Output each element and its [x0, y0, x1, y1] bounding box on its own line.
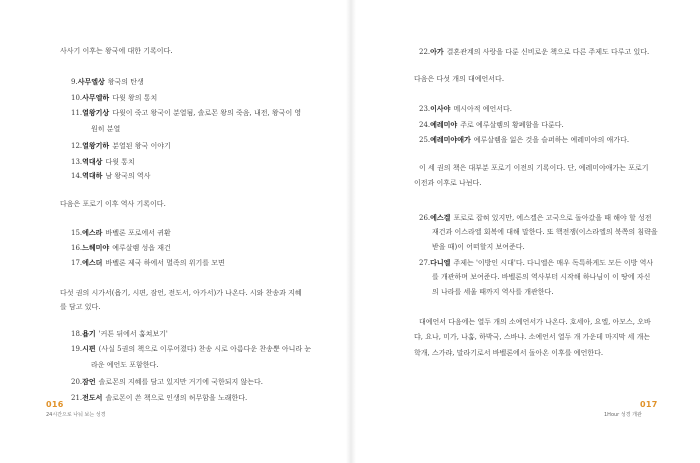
book-name: 예레미야애가: [430, 135, 471, 144]
line-text: 학개, 스가랴, 말라기로서 바벨론에서 돌아온 이후를 예언한다.: [414, 349, 604, 357]
text-line: [60, 289, 302, 298]
text-line: [419, 135, 629, 145]
right-running-head: 1Hour 성경 개관: [604, 412, 642, 418]
line-text: 주로 예루살렘의 황폐함을 다룬다.: [460, 121, 564, 129]
line-text: 대예언서 다음에는 열두 개의 소예언서가 나온다. 호세아, 요엘, 아모스, 오바: [419, 318, 651, 326]
line-text: 솔로몬이 쓴 책으로 인생의 허무함을 노래한다.: [105, 394, 248, 402]
right-page: [354, 0, 700, 463]
line-text: 바벨론 제국 하에서 멸족의 위기를 모면: [105, 259, 225, 267]
item-number: 14.: [71, 172, 83, 180]
text-line: [414, 75, 504, 84]
item-number: 19.: [71, 345, 83, 353]
line-text: 다섯 권의 시가서(욥기, 시편, 잠언, 전도서, 아가서)가 나온다. 시와 찬송과 지혜: [60, 289, 302, 297]
text-line: [419, 258, 653, 268]
item-number: 20.: [71, 378, 83, 386]
book-name: 예레미야: [430, 120, 458, 129]
book-name: 역대하: [82, 171, 103, 180]
line-text: 예루살렘을 잃은 것을 슬퍼하는 예레미야의 애가다.: [473, 136, 630, 144]
item-number: 24.: [419, 121, 431, 129]
text-line: [71, 171, 150, 181]
book-name: 에스라: [82, 228, 103, 237]
line-text: 를 개관하며 보여준다. 바벨론의 역사부터 시작해 하나님이 이 땅에 자신: [432, 273, 651, 281]
text-line: [414, 333, 650, 342]
book-name: 사무엘상: [77, 77, 105, 86]
text-line: [419, 47, 649, 57]
text-line: [71, 141, 171, 151]
line-text: 왕국의 탄생: [107, 78, 144, 86]
line-text: '커튼 뒤에서 훔쳐보기': [98, 330, 168, 338]
book-name: 다니엘: [430, 258, 451, 267]
item-number: 26.: [419, 214, 431, 222]
book-name: 이사야: [430, 104, 451, 113]
item-number: 25.: [419, 136, 431, 144]
text-line: [414, 349, 603, 358]
right-folio: 017: [640, 400, 658, 409]
line-text: 주제는 '이방인 시대'다. 다니엘은 매우 독특하게도 모든 이방 역사: [453, 259, 654, 267]
text-line: [71, 228, 171, 238]
line-text: 사사기 이후는 왕국에 대한 기록이다.: [60, 47, 173, 55]
book-name: 사무엘하: [82, 93, 110, 102]
text-line: [432, 228, 658, 237]
book-name: 욥기: [82, 329, 96, 338]
text-line: [60, 303, 101, 312]
text-line: [71, 243, 171, 253]
item-number: 13.: [71, 158, 83, 166]
text-line: [91, 125, 120, 134]
text-line: [71, 157, 135, 167]
text-line: [71, 329, 168, 339]
book-name: 열왕기상: [82, 108, 110, 117]
line-text: 재건과 이스라엘 회복에 대해 말한다. 또 핵전쟁(이스라엘의 북쪽의 침략을: [432, 228, 658, 236]
text-line: [419, 213, 652, 223]
book-name: 느헤미야: [82, 243, 110, 252]
line-text: 예루살렘 성읍 재건: [112, 244, 171, 252]
line-text: 댜, 요나, 미가, 나훔, 하박국, 스바냐. 소예언서 열두 개 가운데 마지막 세 개는: [414, 333, 651, 341]
line-text: 결혼관계의 사랑을 다룬 신비로운 책으로 다른 주제도 다루고 있다.: [446, 48, 650, 56]
item-number: 22.: [419, 48, 431, 56]
left-page: [0, 0, 348, 463]
line-text: 남 왕국의 역사: [105, 172, 151, 180]
line-text: 솔로몬의 지혜를 담고 있지만 거기에 국한되지 않는다.: [98, 378, 264, 386]
item-number: 16.: [71, 244, 83, 252]
text-line: [71, 77, 144, 87]
line-text: 바벨론 포로에서 귀환: [105, 229, 171, 237]
text-line: [71, 258, 225, 268]
item-number: 9.: [71, 78, 78, 86]
text-line: [432, 243, 525, 252]
line-text: 를 담고 있다.: [60, 303, 101, 311]
book-name: 전도서: [82, 393, 103, 402]
text-line: [71, 344, 311, 354]
left-running-head: 24시간으로 나눠 보는 성경: [46, 412, 106, 418]
line-text: 라운 예언도 포함한다.: [91, 361, 159, 369]
text-line: [71, 393, 247, 403]
line-text: 다음은 다섯 개의 대예언서다.: [414, 75, 505, 83]
line-text: 다음은 포로기 이후 역사 기록이다.: [60, 200, 166, 208]
item-number: 11.: [71, 109, 83, 117]
line-text: 다윗이 죽고 왕국이 분열됨, 솔로몬 왕의 죽음, 내전, 왕국이 영: [112, 109, 302, 117]
text-line: [419, 120, 564, 130]
line-text: 의 나라를 세울 때까지 역사를 개관한다.: [432, 288, 554, 296]
book-name: 열왕기하: [82, 141, 110, 150]
left-folio: 016: [46, 400, 64, 409]
line-text: 받을 때)이 어떠할지 보여준다.: [432, 243, 525, 251]
book-name: 아가: [430, 47, 444, 56]
line-text: 포로로 잡혀 있지만, 에스겔은 고국으로 돌아갔을 때 해야 할 성전: [453, 214, 652, 222]
line-text: 메시아적 예언서다.: [453, 105, 512, 113]
text-line: [71, 377, 263, 387]
line-text: 다윗 통치: [105, 158, 135, 166]
text-line: [419, 164, 649, 173]
item-number: 12.: [71, 142, 83, 150]
item-number: 23.: [419, 105, 431, 113]
line-text: 이전과 이후로 나뉜다.: [414, 179, 482, 187]
book-name: 에스겔: [430, 213, 451, 222]
item-number: 21.: [71, 394, 83, 402]
text-line: [414, 179, 482, 188]
item-number: 15.: [71, 229, 83, 237]
text-line: [419, 104, 512, 114]
book-name: 역대상: [82, 157, 103, 166]
text-line: [60, 47, 173, 56]
book-name: 잠언: [82, 377, 96, 386]
text-line: [91, 361, 159, 370]
line-text: (사실 5권의 책으로 이루어졌다) 찬송 시로 아름다운 찬송뿐 아니라 눈: [98, 345, 312, 353]
line-text: 원히 분열: [91, 125, 121, 133]
item-number: 18.: [71, 330, 83, 338]
line-text: 분열된 왕국 이야기: [112, 142, 171, 150]
line-text: 이 세 권의 책은 대부분 포로기 이전의 기록이다. 단, 예레미야애가는 포로기: [419, 164, 649, 172]
item-number: 27.: [419, 259, 431, 267]
text-line: [419, 318, 651, 327]
text-line: [432, 288, 554, 297]
book-name: 에스더: [82, 258, 103, 267]
text-line: [71, 108, 301, 118]
text-line: [432, 273, 650, 282]
text-line: [71, 93, 157, 103]
item-number: 10.: [71, 94, 83, 102]
line-text: 다윗 왕의 통치: [112, 94, 158, 102]
book-name: 시편: [82, 344, 96, 353]
text-line: [60, 200, 166, 209]
item-number: 17.: [71, 259, 83, 267]
